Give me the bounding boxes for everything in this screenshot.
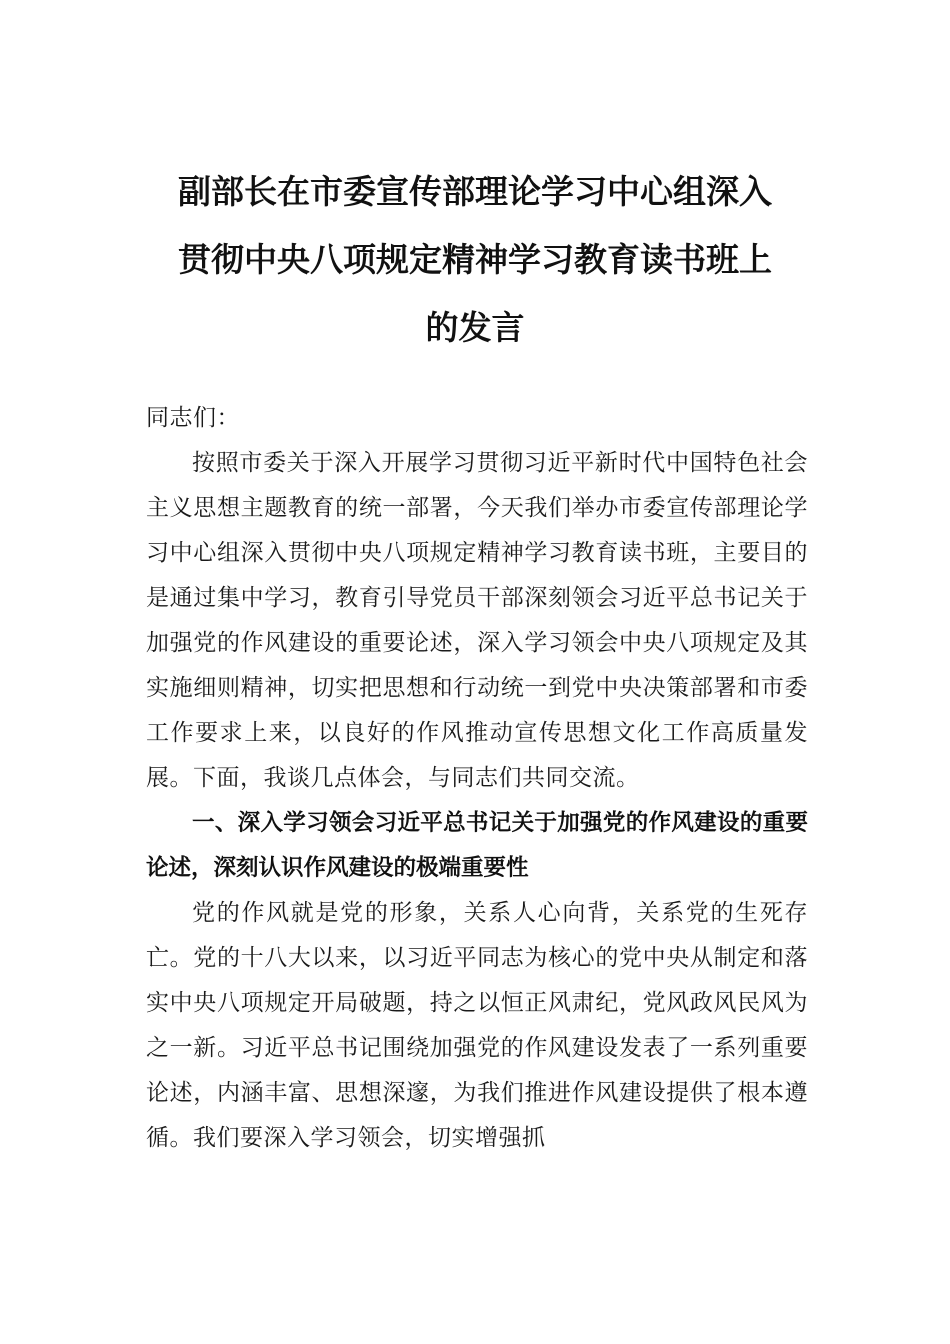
- section-heading-1: 一、深入学习领会习近平总书记关于加强党的作风建设的重要论述，深刻认识作风建设的极端重要性: [146, 810, 808, 881]
- document-title: [140, 158, 810, 362]
- section-1-paragraph: 党的作风就是党的形象，关系人心向背，关系党的生死存亡。党的十八大以来，以习近平同志为核心的党中央从制定和落实中央八项规定开局破题，持之以恒正风肃纪，党风政风民风为之一新。习近平总书记围绕加强党的作风建设发表了一系列重要论述，内涵丰富、思想深邃，为我们推进作风建设提供了根本遵循。我们要深入学习领会，切实增强抓: [146, 900, 808, 1151]
- title-line-2: 贯彻中央八项规定精神学习教育读书班上: [178, 240, 772, 279]
- document-body: [146, 396, 808, 1161]
- title-line-1: 副部长在市委宣传部理论学习中心组深入: [178, 172, 772, 211]
- intro-paragraph: 按照市委关于深入开展学习贯彻习近平新时代中国特色社会主义思想主题教育的统一部署，今天我们举办市委宣传部理论学习中心组深入贯彻中央八项规定精神学习教育读书班，主要目的是通过集中学习，教育引导党员干部深刻领会习近平总书记关于加强党的作风建设的重要论述，深入学习领会中央八项规定及其实施细则精神，切实把思想和行动统一到党中央决策部署和市委工作要求上来，以良好的作风推动宣传思想文化工作高质量发展。下面，我谈几点体会，与同志们共同交流。: [146, 450, 808, 791]
- title-line-3: 的发言: [425, 308, 525, 347]
- salutation: 同志们：: [146, 405, 240, 431]
